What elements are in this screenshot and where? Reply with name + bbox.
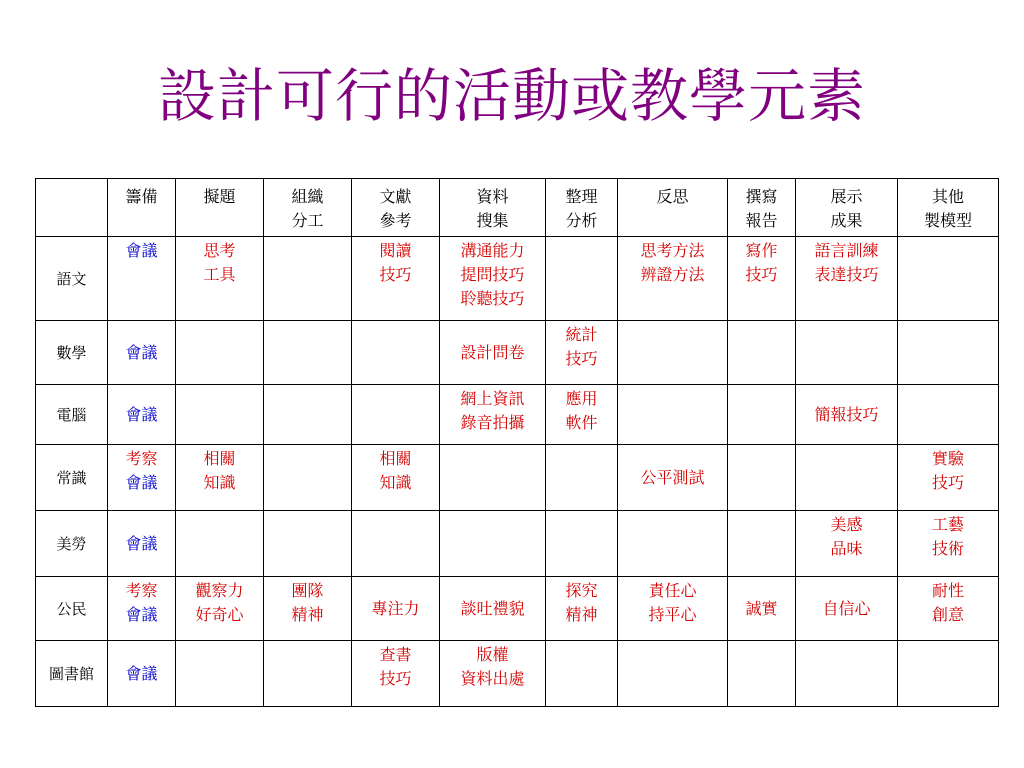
cell-reflection: 思考方法 辨證方法 [618, 237, 728, 321]
cell-collection: 設計問卷 [440, 321, 546, 385]
header-corner-cell [36, 179, 108, 237]
cell-literature: 查書 技巧 [352, 641, 440, 707]
cell-showcase: 自信心 [796, 577, 898, 641]
table-row [36, 445, 999, 511]
table-row [36, 511, 999, 577]
cell-division [264, 511, 352, 577]
cell-analysis [546, 445, 618, 511]
subject-cell: 語文 [36, 237, 108, 321]
table-row [36, 385, 999, 445]
cell-other [898, 321, 999, 385]
table-row [36, 577, 999, 641]
cell-prep: 會議 [108, 237, 176, 321]
cell-division [264, 321, 352, 385]
cell-collection: 談吐禮貌 [440, 577, 546, 641]
cell-report [728, 511, 796, 577]
cell-literature [352, 385, 440, 445]
subject-cell: 電腦 [36, 385, 108, 445]
cell-line: 考察 [125, 449, 158, 468]
cell-literature: 專注力 [352, 577, 440, 641]
cell-other [898, 641, 999, 707]
cell-division: 團隊 精神 [264, 577, 352, 641]
cell-collection [440, 445, 546, 511]
subject-cell: 圖書館 [36, 641, 108, 707]
table-row [36, 237, 999, 321]
cell-analysis [546, 641, 618, 707]
column-header-division: 組織 分工 [264, 179, 352, 237]
cell-question: 思考 工具 [176, 237, 264, 321]
slide-title: 設計可行的活動或教學元素 [157, 62, 866, 130]
cell-line: 考察 [125, 581, 158, 600]
cell-reflection [618, 511, 728, 577]
subject-cell: 公民 [36, 577, 108, 641]
cell-line: 會議 [125, 473, 158, 492]
table-header-row [36, 179, 999, 237]
activity-table [35, 178, 999, 707]
cell-division [264, 385, 352, 445]
cell-analysis: 探究 精神 [546, 577, 618, 641]
cell-showcase [796, 641, 898, 707]
cell-report [728, 641, 796, 707]
column-header-analysis: 整理 分析 [546, 179, 618, 237]
cell-report: 誠實 [728, 577, 796, 641]
cell-analysis: 統計 技巧 [546, 321, 618, 385]
column-header-prep: 籌備 [108, 179, 176, 237]
cell-showcase [796, 445, 898, 511]
cell-division [264, 641, 352, 707]
cell-other: 實驗 技巧 [898, 445, 999, 511]
cell-report [728, 385, 796, 445]
cell-literature: 相關 知識 [352, 445, 440, 511]
cell-reflection: 責任心 持平心 [618, 577, 728, 641]
cell-prep: 會議 [108, 321, 176, 385]
subject-cell: 美勞 [36, 511, 108, 577]
cell-division [264, 445, 352, 511]
column-header-reflection: 反思 [618, 179, 728, 237]
cell-showcase [796, 321, 898, 385]
cell-other [898, 385, 999, 445]
cell-prep: 會議 [108, 641, 176, 707]
cell-other [898, 237, 999, 321]
cell-showcase: 美感 品味 [796, 511, 898, 577]
cell-literature: 閱讀 技巧 [352, 237, 440, 321]
subject-cell: 常識 [36, 445, 108, 511]
column-header-showcase: 展示 成果 [796, 179, 898, 237]
cell-line: 會議 [125, 605, 158, 624]
cell-reflection [618, 641, 728, 707]
cell-literature [352, 511, 440, 577]
cell-other: 耐性 創意 [898, 577, 999, 641]
column-header-report: 撰寫 報告 [728, 179, 796, 237]
cell-report: 寫作 技巧 [728, 237, 796, 321]
cell-question [176, 321, 264, 385]
cell-collection [440, 511, 546, 577]
cell-reflection: 公平測試 [618, 445, 728, 511]
table-row [36, 321, 999, 385]
cell-reflection [618, 321, 728, 385]
cell-reflection [618, 385, 728, 445]
column-header-collection: 資料 搜集 [440, 179, 546, 237]
cell-literature [352, 321, 440, 385]
cell-showcase: 簡報技巧 [796, 385, 898, 445]
cell-report [728, 445, 796, 511]
cell-question [176, 641, 264, 707]
cell-prep [108, 577, 176, 641]
table-row [36, 641, 999, 707]
cell-collection: 版權 資料出處 [440, 641, 546, 707]
subject-cell: 數學 [36, 321, 108, 385]
cell-other: 工藝 技術 [898, 511, 999, 577]
cell-analysis: 應用 軟件 [546, 385, 618, 445]
cell-analysis [546, 511, 618, 577]
cell-prep [108, 445, 176, 511]
cell-report [728, 321, 796, 385]
cell-collection: 溝通能力 提問技巧 聆聽技巧 [440, 237, 546, 321]
cell-division [264, 237, 352, 321]
cell-prep: 會議 [108, 385, 176, 445]
cell-question: 相關 知識 [176, 445, 264, 511]
column-header-question: 擬題 [176, 179, 264, 237]
cell-question: 觀察力 好奇心 [176, 577, 264, 641]
cell-collection: 網上資訊 錄音拍攝 [440, 385, 546, 445]
cell-analysis [546, 237, 618, 321]
column-header-literature: 文獻 參考 [352, 179, 440, 237]
cell-question [176, 385, 264, 445]
cell-showcase: 語言訓練 表達技巧 [796, 237, 898, 321]
cell-question [176, 511, 264, 577]
column-header-other: 其他 製模型 [898, 179, 999, 237]
cell-prep: 會議 [108, 511, 176, 577]
